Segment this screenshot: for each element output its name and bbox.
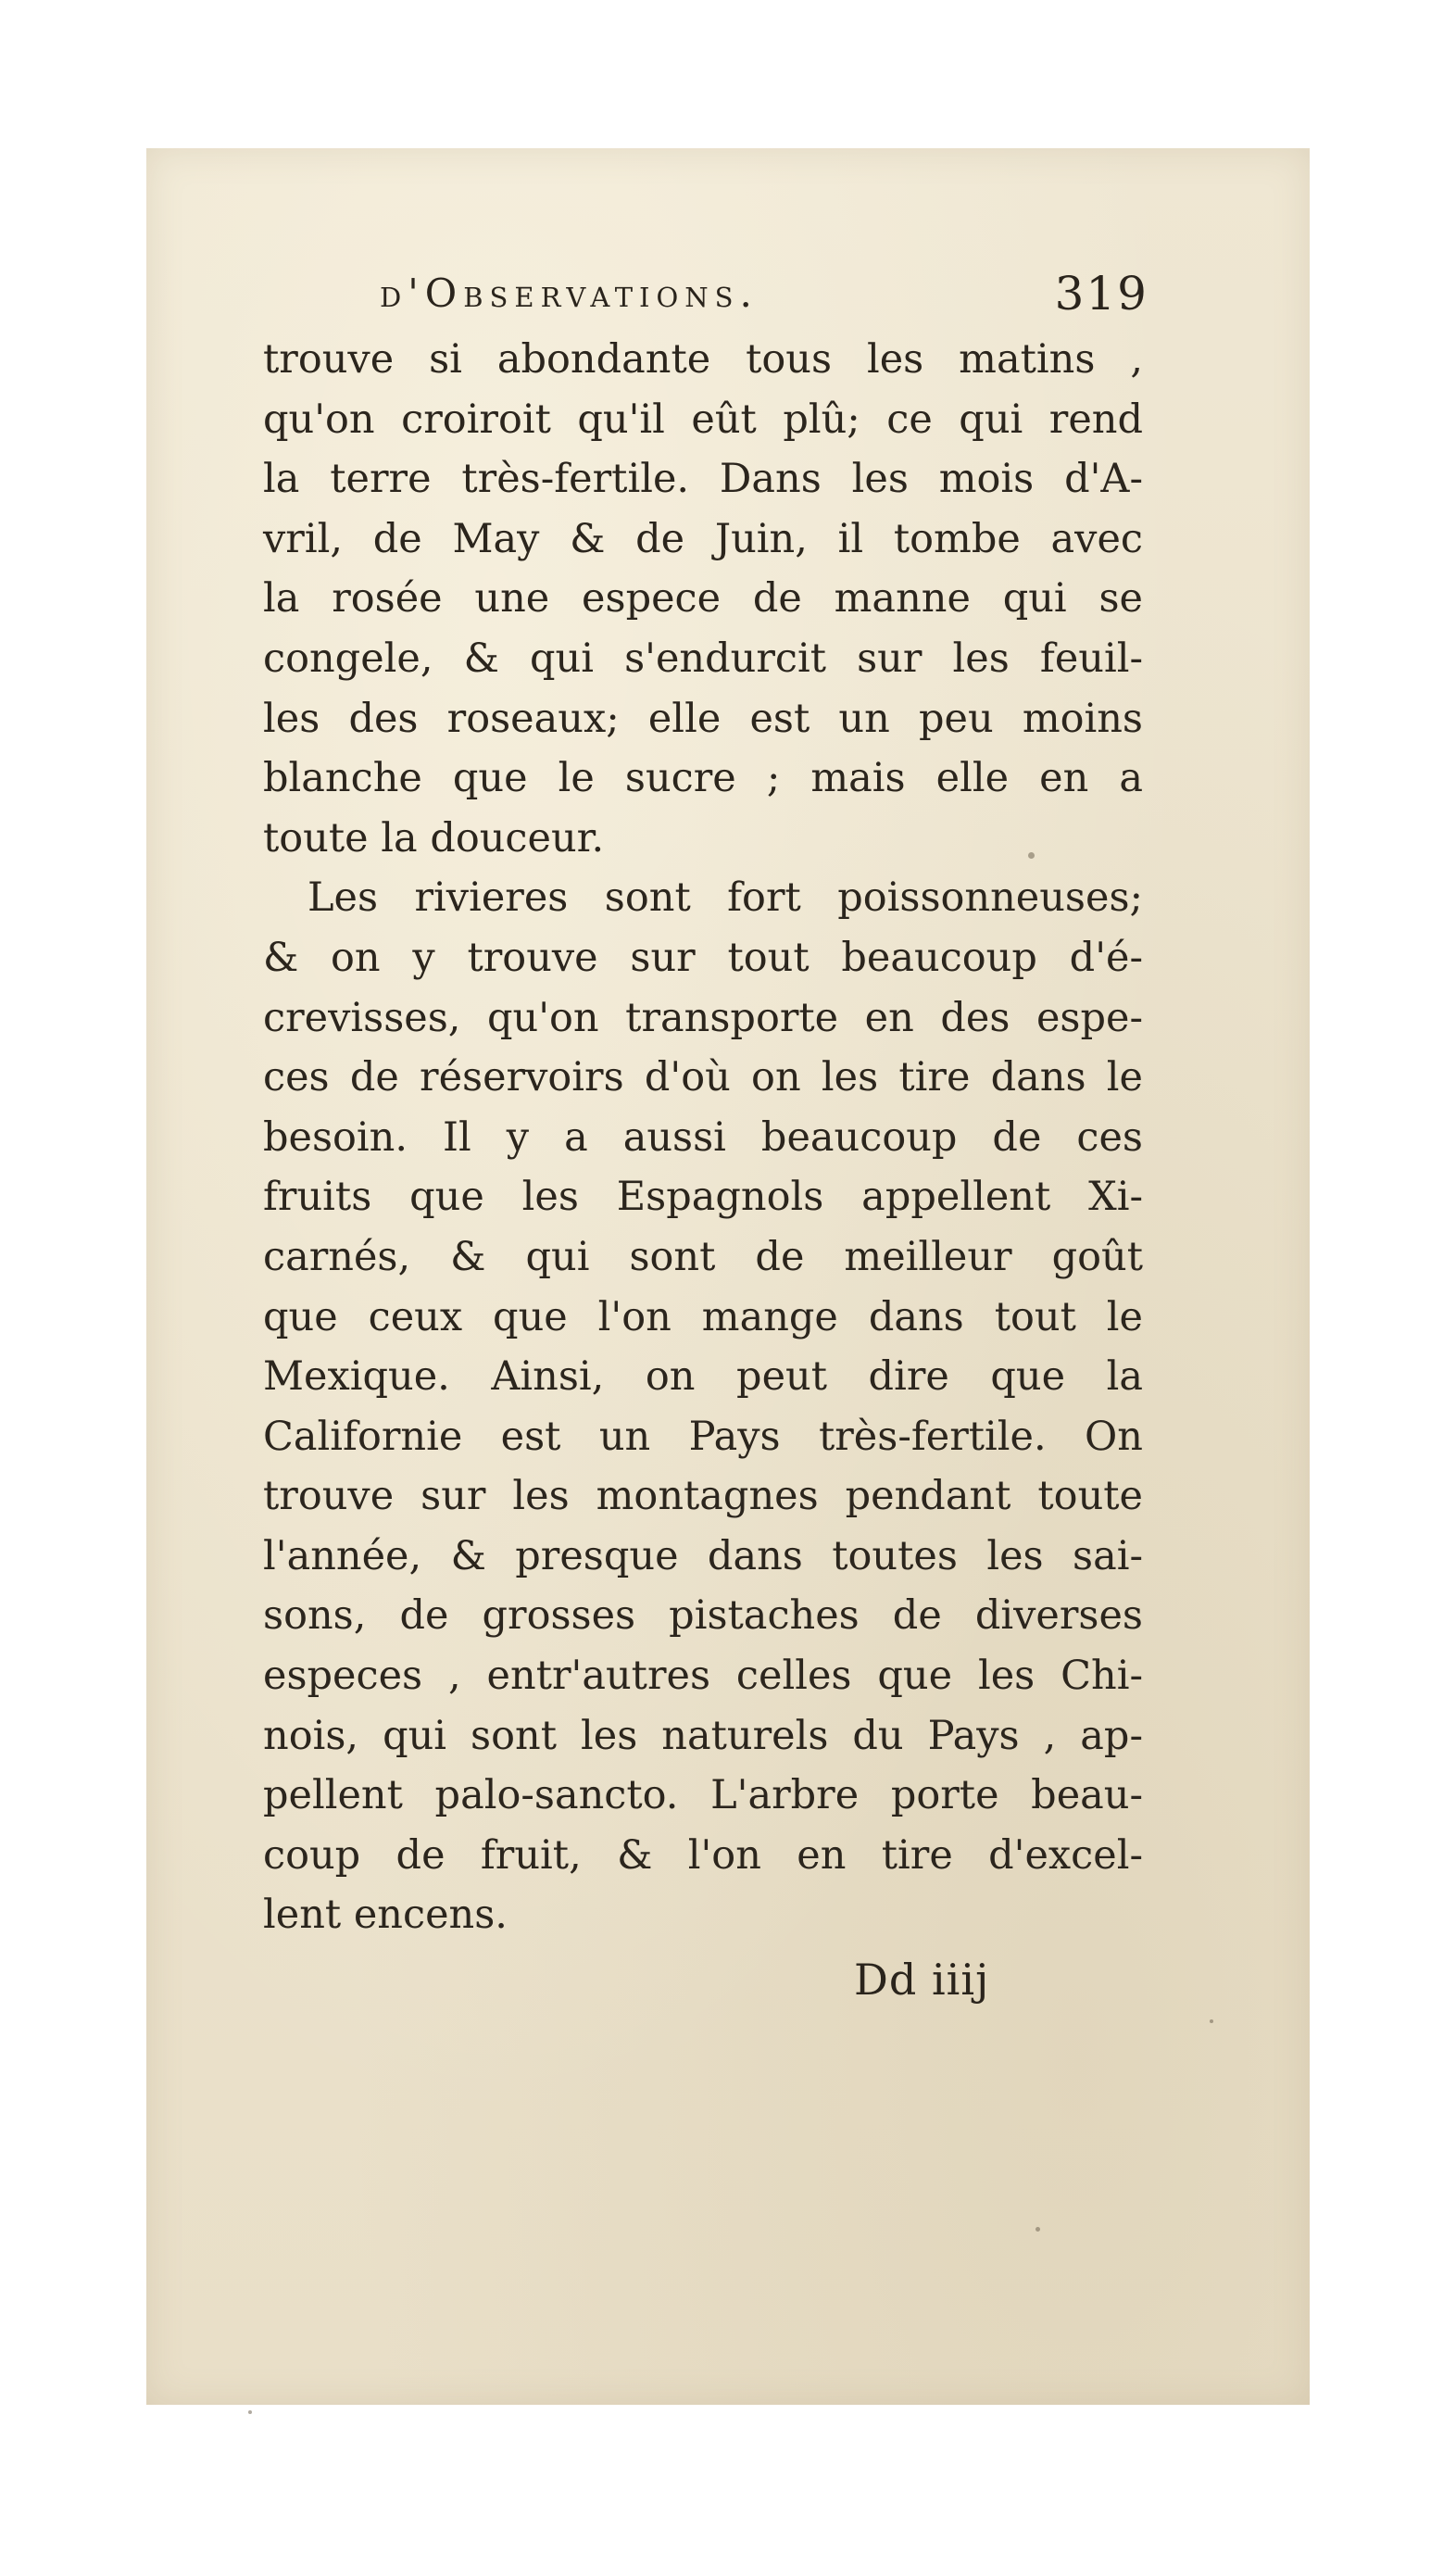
text-line: pellent palo-sancto. L'arbre porte beau- [263, 1772, 1143, 1819]
text-line: la terre très-fertile. Dans les mois d'A- [263, 456, 1143, 503]
text-line: especes , entr'autres celles que les Chi- [263, 1653, 1143, 1700]
text-line: besoin. Il y a aussi beaucoup de ces [263, 1113, 1143, 1161]
text-line: nois, qui sont les naturels du Pays , ap- [263, 1712, 1143, 1759]
text-line: fruits que les Espagnols appellent Xi- [263, 1174, 1143, 1221]
paper-speck [1036, 2227, 1040, 2232]
running-head: d'Observations. [380, 270, 759, 316]
text-line: & on y trouve sur tout beaucoup d'é- [263, 934, 1143, 981]
catchword-signature: Dd iiij [854, 1955, 990, 2005]
text-line: coup de fruit, & l'on en tire d'excel- [263, 1831, 1143, 1879]
text-line: l'année, & presque dans toutes les sai- [263, 1532, 1143, 1579]
text-line: sons, de grosses pistaches de diverses [263, 1592, 1143, 1640]
text-line: Californie est un Pays très-fertile. On [263, 1413, 1143, 1460]
text-line: vril, de May & de Juin, il tombe avec [263, 515, 1143, 562]
text-line: blanche que le sucre ; mais elle en a [263, 755, 1143, 802]
paper-speck [248, 2410, 252, 2414]
text-line: lent encens. [263, 1892, 508, 1939]
text-line: Mexique. Ainsi, on peut dire que la [263, 1353, 1143, 1401]
text-line: que ceux que l'on mange dans tout le [263, 1293, 1143, 1340]
text-line: la rosée une espece de manne qui se [263, 575, 1143, 623]
text-line: les des roseaux; elle est un peu moins [263, 695, 1143, 742]
paragraph-start-line: Les rivieres sont fort poissonneuses; [308, 874, 1143, 922]
page-number: 319 [1054, 267, 1148, 321]
text-line: trouve sur les montagnes pendant toute [263, 1473, 1143, 1520]
body-text [263, 330, 1143, 1945]
text-line: toute la douceur. [263, 814, 605, 861]
page-header [380, 267, 1148, 330]
paper-speck [1210, 2019, 1213, 2023]
text-line: trouve si abondante tous les matins , [263, 336, 1143, 383]
text-line: qu'on croiroit qu'il eût plû; ce qui rend [263, 396, 1143, 443]
text-line: ces de réservoirs d'où on les tire dans le [263, 1054, 1143, 1101]
text-line: congele, & qui s'endurcit sur les feuil- [263, 635, 1143, 682]
text-line: crevisses, qu'on transporte en des espe- [263, 994, 1143, 1041]
text-line: carnés, & qui sont de meilleur goût [263, 1233, 1143, 1280]
